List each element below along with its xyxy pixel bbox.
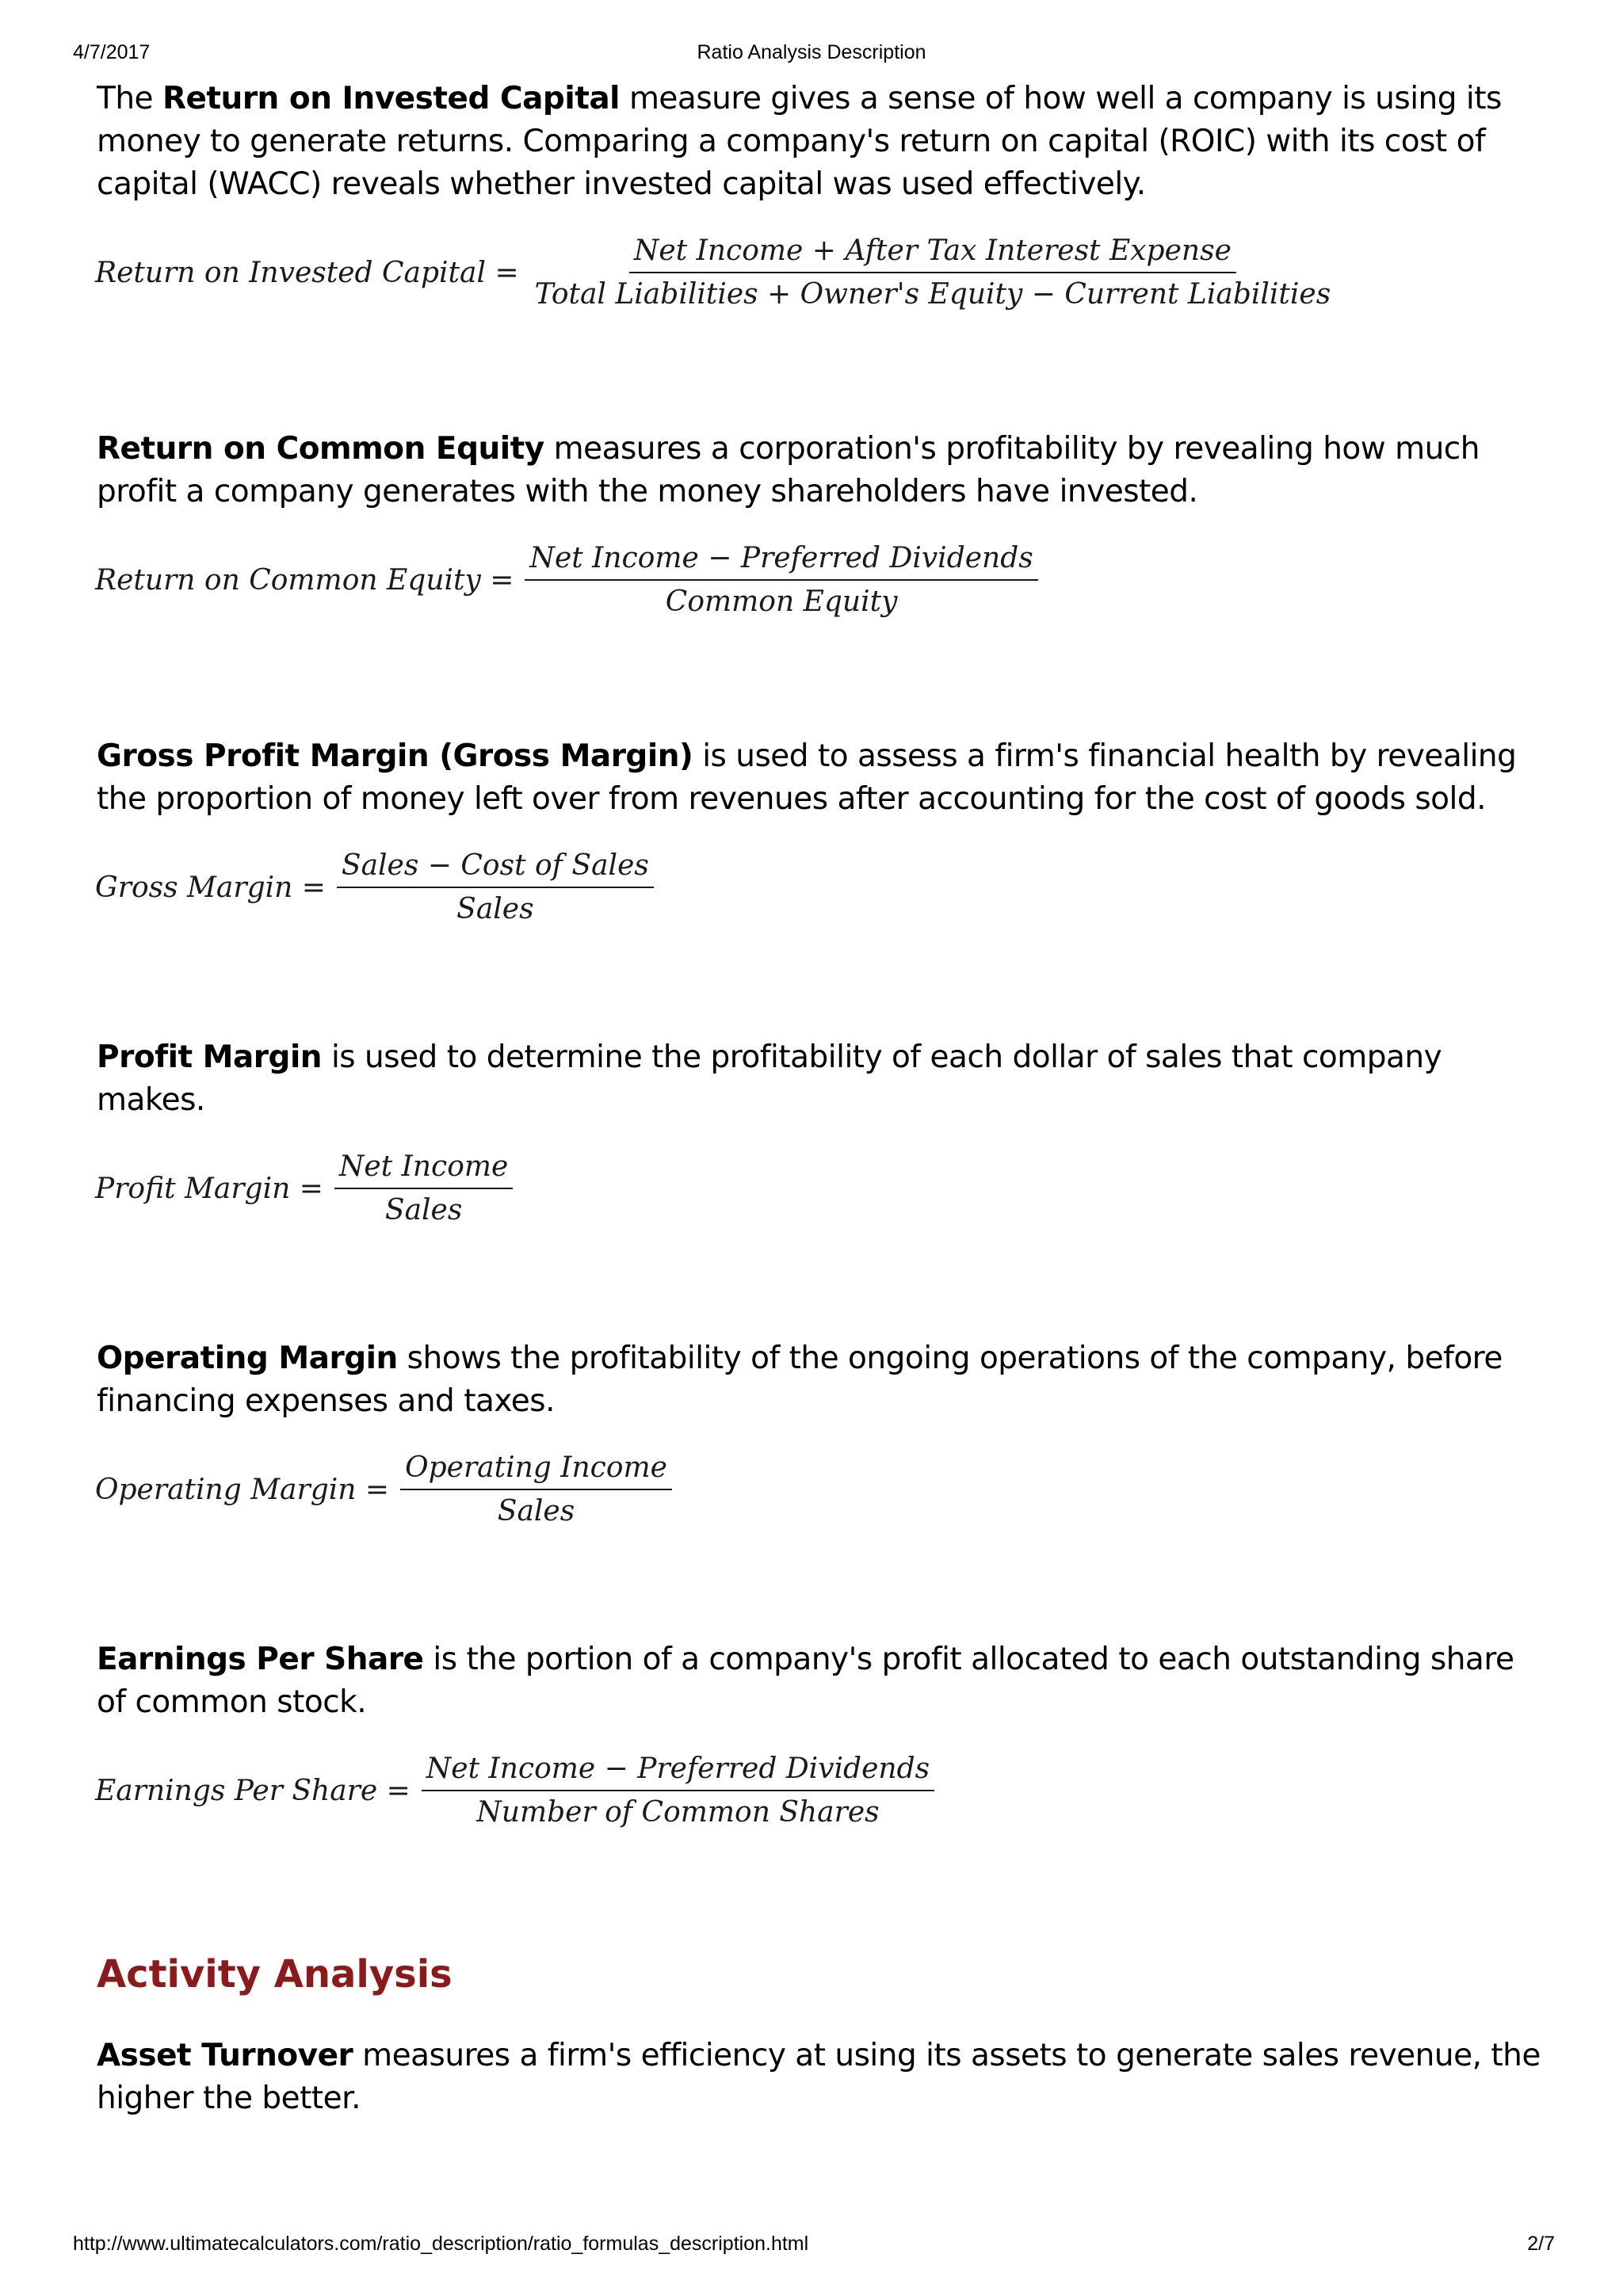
gross-margin-term: Gross Profit Margin (Gross Margin) <box>97 738 693 774</box>
gross-margin-formula <box>95 849 654 925</box>
profit-margin-description: is used to determine the profitability of each dollar of sales that company makes. <box>97 1039 1442 1118</box>
gross-margin-fraction <box>337 849 654 925</box>
roic-description: measure gives a sense of how well a company is using its money to generate returns. Comparing a company's return on capital (ROIC) with its cost of capital (WACC) reveals whether invested capital was used effectively. <box>97 81 1502 202</box>
profit-margin-denominator: Sales <box>384 1194 463 1226</box>
asset-turnover-paragraph <box>97 2035 1547 2120</box>
source-url: http://www.ultimatecalculators.com/ratio_description/ratio_formulas_description.html <box>73 2233 809 2255</box>
roe-fraction <box>525 542 1037 618</box>
asset-turnover-description: measures a firm's efficiency at using its assets to generate sales revenue, the higher the better. <box>97 2038 1541 2116</box>
eps-numerator: Net Income − Preferred Dividends <box>422 1753 934 1791</box>
operating-margin-formula-lhs: Operating Margin = <box>95 1473 390 1506</box>
profit-margin-paragraph <box>97 1036 1547 1122</box>
roic-intro-pre: The <box>97 81 162 116</box>
roic-formula <box>95 235 1335 311</box>
gross-margin-description: is used to assess a firm's financial health by revealing the proportion of money left over from revenues after accounting for the cost of goods sold. <box>97 738 1517 817</box>
operating-margin-term: Operating Margin <box>97 1341 398 1376</box>
roe-term: Return on Common Equity <box>97 431 544 467</box>
gross-margin-numerator: Sales − Cost of Sales <box>337 849 654 888</box>
profit-margin-fraction <box>334 1150 513 1226</box>
asset-turnover-term: Asset Turnover <box>97 2038 353 2073</box>
eps-formula-lhs: Earnings Per Share = <box>95 1774 411 1807</box>
document-title: Ratio Analysis Description <box>697 41 926 63</box>
gross-margin-formula-lhs: Gross Margin = <box>95 871 326 904</box>
eps-denominator: Number of Common Shares <box>476 1796 880 1829</box>
profit-margin-numerator: Net Income <box>334 1150 513 1189</box>
activity-analysis-heading: Activity Analysis <box>97 1952 453 1997</box>
profit-margin-term: Profit Margin <box>97 1039 323 1075</box>
operating-margin-fraction <box>400 1451 672 1527</box>
roe-description: measures a corporation's profitability by revealing how much profit a company generates with the money shareholders have invested. <box>97 431 1480 509</box>
gross-margin-denominator: Sales <box>456 893 534 925</box>
eps-term: Earnings Per Share <box>97 1642 424 1677</box>
roic-paragraph <box>97 78 1547 206</box>
roe-paragraph <box>97 428 1547 513</box>
roe-formula <box>95 542 1038 618</box>
roic-numerator: Net Income + After Tax Interest Expense <box>629 235 1236 273</box>
eps-fraction <box>422 1753 934 1829</box>
profit-margin-formula-lhs: Profit Margin = <box>95 1172 323 1205</box>
roe-denominator: Common Equity <box>665 585 898 618</box>
profit-margin-formula <box>95 1150 513 1226</box>
roic-denominator: Total Liabilities + Owner's Equity − Current Liabilities <box>534 278 1331 311</box>
roic-formula-lhs: Return on Invested Capital = <box>95 256 519 289</box>
operating-margin-formula <box>95 1451 672 1527</box>
eps-paragraph <box>97 1638 1547 1724</box>
operating-margin-paragraph <box>97 1337 1547 1423</box>
eps-description: is the portion of a company's profit allocated to each outstanding share of common stock. <box>97 1642 1514 1720</box>
gross-margin-paragraph <box>97 735 1547 821</box>
page-number: 2/7 <box>1527 2233 1555 2255</box>
operating-margin-description: shows the profitability of the ongoing operations of the company, before financing expenses and taxes. <box>97 1341 1503 1419</box>
roic-term: Return on Invested Capital <box>162 81 621 116</box>
roe-formula-lhs: Return on Common Equity = <box>95 563 514 597</box>
operating-margin-denominator: Sales <box>497 1495 575 1527</box>
roic-fraction <box>530 235 1336 311</box>
operating-margin-numerator: Operating Income <box>400 1451 672 1490</box>
eps-formula <box>95 1753 934 1829</box>
print-date: 4/7/2017 <box>73 41 151 63</box>
roe-numerator: Net Income − Preferred Dividends <box>525 542 1037 581</box>
